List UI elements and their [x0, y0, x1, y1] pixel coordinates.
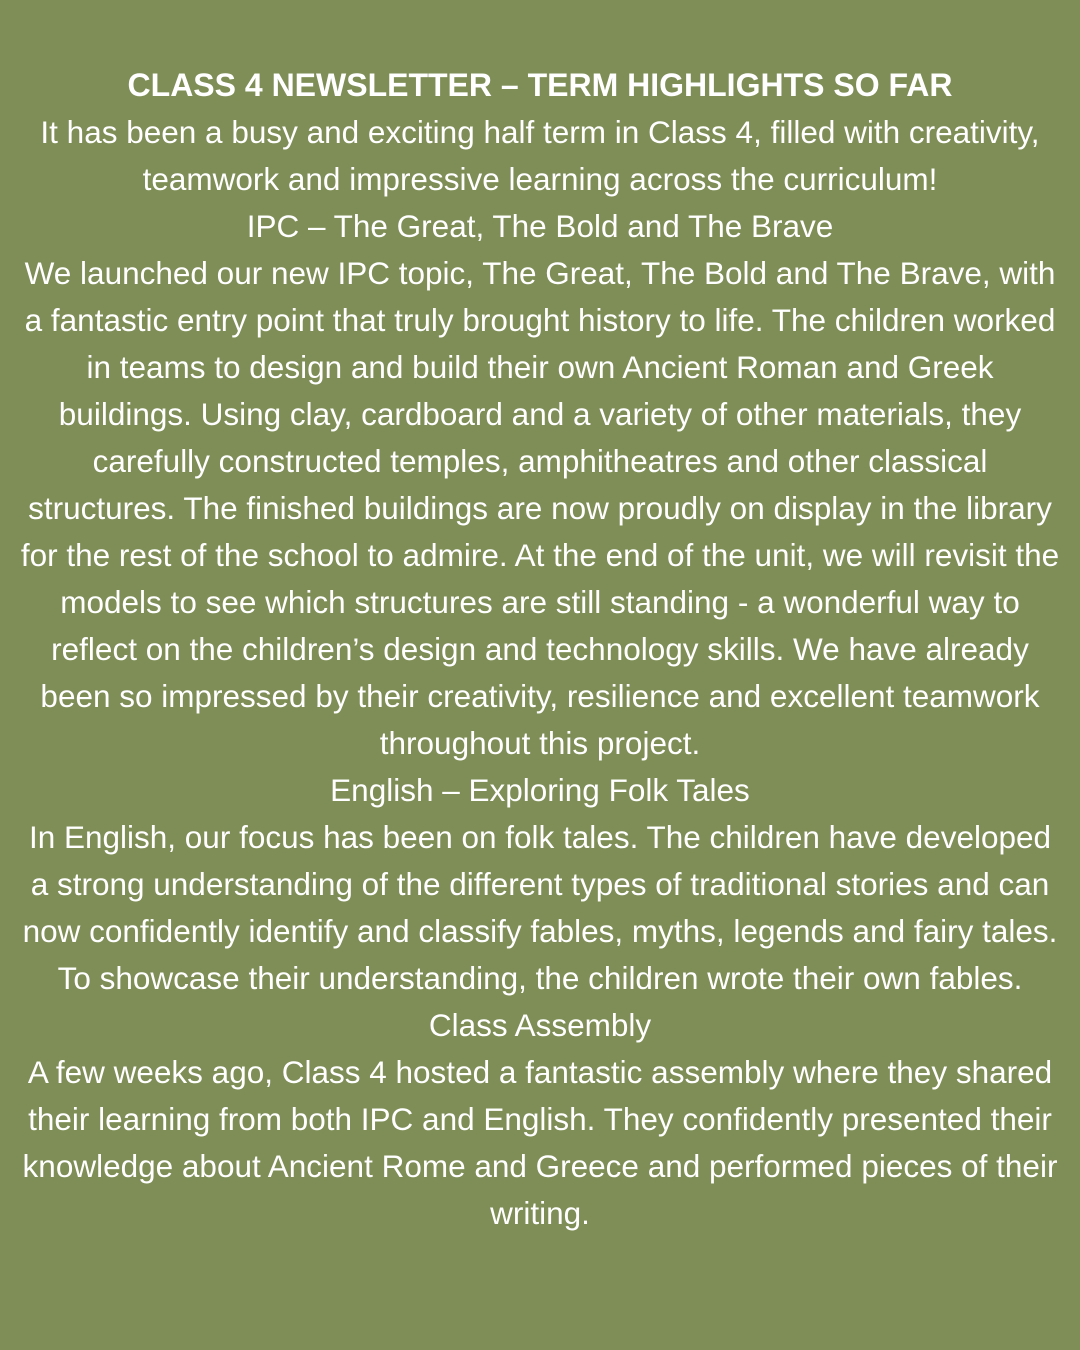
newsletter-title: CLASS 4 NEWSLETTER – TERM HIGHLIGHTS SO FAR: [127, 67, 953, 103]
section-heading-english: English – Exploring Folk Tales: [330, 772, 750, 808]
section-body-assembly: A few weeks ago, Class 4 hosted a fantastic assembly where they shared their learning from both IPC and English. They confidently presented their knowledge about Ancient Rome and Greece and performed pieces of their writing.: [22, 1054, 1058, 1231]
section-body-ipc: We launched our new IPC topic, The Great, The Bold and The Brave, with a fantastic entry point that truly brought history to life. The children worked in teams to design and build their own Ancient Roman and Greek buildings. Using clay, cardboard and a variety of other materials, they carefully constructed temples, amphitheatres and other classical structures. The finished buildings are now proudly on display in the library for the rest of the school to admire. At the end of the unit, we will revisit the models to see which structures are still standing - a wonderful way to reflect on the children’s design and technology skills. We have already been so impressed by their creativity, resilience and excellent teamwork throughout this project.: [20, 255, 1060, 761]
section-heading-ipc: IPC – The Great, The Bold and The Brave: [246, 208, 834, 244]
section-body-english: In English, our focus has been on folk tales. The children have developed a strong understanding of the different types of traditional stories and can now confidently identify and classify fables, myths, legends and fairy tales. To showcase their understanding, the children wrote their own fables.: [22, 819, 1058, 996]
section-heading-assembly: Class Assembly: [428, 1007, 652, 1043]
intro-paragraph: It has been a busy and exciting half term in Class 4, filled with creativity, teamwork and impressive learning across the curriculum!: [40, 114, 1040, 197]
